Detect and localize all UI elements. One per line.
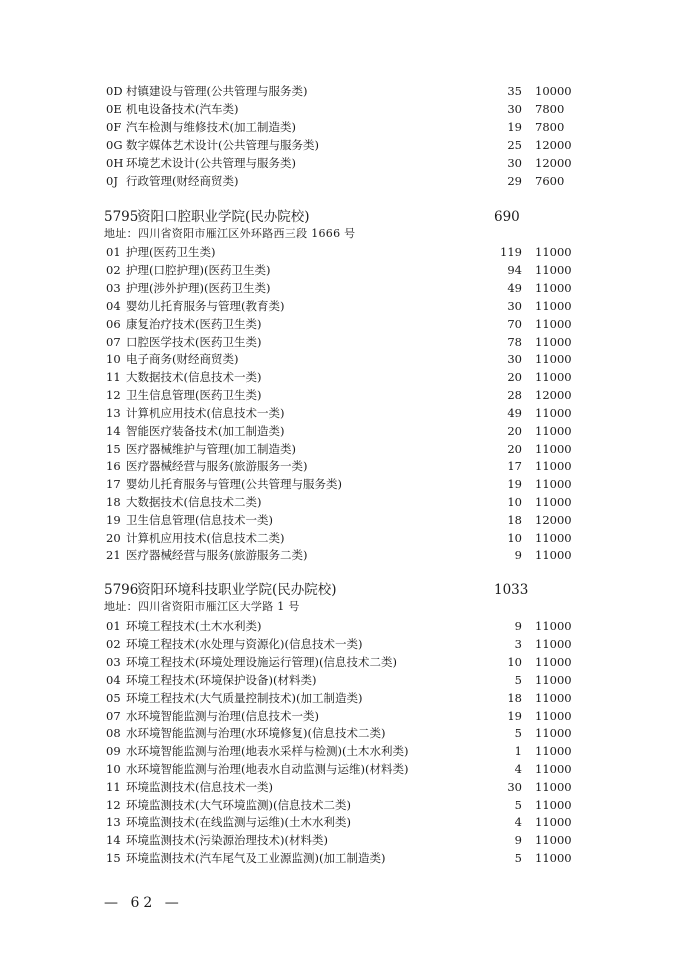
tuition-fee: 11000 (535, 815, 572, 829)
major-name: 卫生信息管理(医药卫生类) (126, 388, 262, 402)
tuition-fee: 12000 (535, 388, 572, 402)
table-row (0, 315, 680, 333)
major-code: 0J (106, 174, 118, 188)
major-code: 11 (106, 370, 121, 384)
major-name: 环境工程技术(大气质量控制技术)(加工制造类) (126, 691, 363, 705)
major-name: 医疗器械维护与管理(加工制造类) (126, 442, 296, 456)
major-name: 数字媒体艺术设计(公共管理与服务类) (126, 138, 319, 152)
major-name: 医疗器械经营与服务(旅游服务二类) (126, 548, 308, 562)
table-row (0, 493, 680, 511)
major-code: 14 (106, 833, 121, 847)
table-row (0, 82, 680, 100)
major-code: 01 (106, 245, 121, 259)
plan-count: 5 (514, 726, 522, 740)
plan-count: 25 (507, 138, 522, 152)
table-row (0, 707, 680, 725)
major-code: 02 (106, 637, 121, 651)
table-row (0, 635, 680, 653)
major-name: 行政管理(财经商贸类) (126, 174, 239, 188)
plan-count: 30 (507, 352, 522, 366)
plan-count: 9 (514, 833, 522, 847)
major-code: 18 (106, 495, 121, 509)
school-address: 地址：四川省资阳市雁江区外环路西三段 1666 号 (104, 227, 356, 240)
table-row (0, 404, 680, 422)
table-row (0, 529, 680, 547)
major-code: 16 (106, 459, 121, 473)
major-code: 09 (106, 744, 121, 758)
major-code: 14 (106, 424, 121, 438)
plan-count: 19 (507, 120, 522, 134)
plan-count: 94 (507, 263, 522, 277)
major-code: 06 (106, 317, 121, 331)
table-row (0, 796, 680, 814)
table-row (0, 849, 680, 867)
plan-count: 19 (507, 477, 522, 491)
table-row (0, 546, 680, 564)
major-code: 13 (106, 815, 121, 829)
plan-count: 10 (507, 531, 522, 545)
major-code: 17 (106, 477, 121, 491)
major-name: 环境监测技术(信息技术一类) (126, 780, 273, 794)
major-code: 07 (106, 335, 121, 349)
major-code: 20 (106, 531, 121, 545)
major-name: 卫生信息管理(信息技术一类) (126, 513, 273, 527)
table-row (0, 457, 680, 475)
table-row (0, 136, 680, 154)
school-header (0, 580, 680, 600)
plan-count: 18 (507, 691, 522, 705)
tuition-fee: 11000 (535, 477, 572, 491)
table-row (0, 154, 680, 172)
major-name: 水环境智能监测与治理(地表水采样与检测)(土木水利类) (126, 744, 409, 758)
plan-count: 17 (507, 459, 522, 473)
tuition-fee: 11000 (535, 833, 572, 847)
major-name: 环境监测技术(污染源治理技术)(材料类) (126, 833, 328, 847)
tuition-fee: 11000 (535, 655, 572, 669)
school-name: 资阳环境科技职业学院(民办院校) (137, 582, 337, 598)
page-number: — 62 — (104, 895, 183, 911)
school-header (0, 207, 680, 227)
table-row (0, 243, 680, 261)
table-row (0, 760, 680, 778)
major-code: 01 (106, 619, 121, 633)
tuition-fee: 11000 (535, 851, 572, 865)
table-row (0, 386, 680, 404)
major-name: 护理(口腔护理)(医药卫生类) (126, 263, 271, 277)
major-name: 口腔医学技术(医药卫生类) (126, 335, 262, 349)
table-row (0, 475, 680, 493)
plan-count: 28 (507, 388, 522, 402)
tuition-fee: 11000 (535, 619, 572, 633)
table-row (0, 724, 680, 742)
tuition-fee: 11000 (535, 548, 572, 562)
major-code: 12 (106, 388, 121, 402)
plan-count: 49 (507, 281, 522, 295)
tuition-fee: 11000 (535, 281, 572, 295)
table-row (0, 511, 680, 529)
major-code: 0F (106, 120, 122, 134)
tuition-fee: 11000 (535, 531, 572, 545)
plan-count: 5 (514, 851, 522, 865)
tuition-fee: 11000 (535, 352, 572, 366)
plan-count: 78 (507, 335, 522, 349)
tuition-fee: 12000 (535, 513, 572, 527)
major-name: 环境监测技术(大气环境监测)(信息技术二类) (126, 798, 351, 812)
table-row (0, 333, 680, 351)
table-row (0, 813, 680, 831)
major-name: 护理(涉外护理)(医药卫生类) (126, 281, 271, 295)
tuition-fee: 11000 (535, 673, 572, 687)
major-code: 21 (106, 548, 121, 562)
major-name: 婴幼儿托育服务与管理(教育类) (126, 299, 285, 313)
major-code: 15 (106, 851, 121, 865)
major-name: 水环境智能监测与治理(信息技术一类) (126, 709, 319, 723)
major-code: 13 (106, 406, 121, 420)
tuition-fee: 11000 (535, 744, 572, 758)
table-row (0, 422, 680, 440)
plan-count: 9 (514, 548, 522, 562)
tuition-fee: 11000 (535, 762, 572, 776)
plan-count: 29 (507, 174, 522, 188)
major-code: 0H (106, 156, 124, 170)
major-code: 07 (106, 709, 121, 723)
plan-count: 20 (507, 442, 522, 456)
plan-count: 9 (514, 619, 522, 633)
tuition-fee: 7800 (535, 120, 565, 134)
major-name: 环境艺术设计(公共管理与服务类) (126, 156, 296, 170)
major-name: 环境监测技术(汽车尾气及工业源监测)(加工制造类) (126, 851, 386, 865)
tuition-fee: 12000 (535, 138, 572, 152)
tuition-fee: 11000 (535, 637, 572, 651)
table-row (0, 368, 680, 386)
major-name: 计算机应用技术(信息技术一类) (126, 406, 285, 420)
school-code: 5795 (104, 209, 139, 225)
major-code: 15 (106, 442, 121, 456)
major-name: 环境工程技术(土木水利类) (126, 619, 262, 633)
plan-count: 4 (514, 815, 522, 829)
table-row (0, 653, 680, 671)
plan-count: 19 (507, 709, 522, 723)
tuition-fee: 11000 (535, 299, 572, 313)
tuition-fee: 11000 (535, 709, 572, 723)
major-name: 水环境智能监测与治理(地表水自动监测与运维)(材料类) (126, 762, 409, 776)
table-row (0, 778, 680, 796)
tuition-fee: 11000 (535, 780, 572, 794)
table-row (0, 279, 680, 297)
table-row (0, 350, 680, 368)
major-name: 环境工程技术(环境处理设施运行管理)(信息技术二类) (126, 655, 397, 669)
major-code: 05 (106, 691, 121, 705)
table-row (0, 100, 680, 118)
tuition-fee: 11000 (535, 798, 572, 812)
tuition-fee: 11000 (535, 335, 572, 349)
table-row (0, 440, 680, 458)
tuition-fee: 12000 (535, 156, 572, 170)
plan-count: 30 (507, 780, 522, 794)
major-code: 10 (106, 352, 121, 366)
table-row (0, 261, 680, 279)
tuition-fee: 11000 (535, 245, 572, 259)
tuition-fee: 11000 (535, 317, 572, 331)
major-name: 婴幼儿托育服务与管理(公共管理与服务类) (126, 477, 342, 491)
major-name: 康复治疗技术(医药卫生类) (126, 317, 262, 331)
major-code: 0D (106, 84, 123, 98)
school-total: 690 (494, 209, 520, 225)
major-code: 10 (106, 762, 121, 776)
major-code: 0E (106, 102, 122, 116)
table-row (0, 742, 680, 760)
school-total: 1033 (494, 582, 529, 598)
plan-count: 30 (507, 156, 522, 170)
tuition-fee: 11000 (535, 726, 572, 740)
major-code: 04 (106, 299, 121, 313)
major-name: 大数据技术(信息技术二类) (126, 495, 262, 509)
major-code: 19 (106, 513, 121, 527)
major-name: 环境工程技术(环境保护设备)(材料类) (126, 673, 317, 687)
table-row (0, 831, 680, 849)
major-code: 02 (106, 263, 121, 277)
major-name: 环境工程技术(水处理与资源化)(信息技术一类) (126, 637, 363, 651)
major-code: 03 (106, 655, 121, 669)
major-code: 03 (106, 281, 121, 295)
table-row (0, 671, 680, 689)
major-name: 护理(医药卫生类) (126, 245, 216, 259)
plan-count: 4 (514, 762, 522, 776)
plan-count: 3 (514, 637, 522, 651)
table-row (0, 172, 680, 190)
plan-count: 18 (507, 513, 522, 527)
tuition-fee: 7800 (535, 102, 565, 116)
tuition-fee: 11000 (535, 406, 572, 420)
tuition-fee: 11000 (535, 424, 572, 438)
tuition-fee: 11000 (535, 459, 572, 473)
school-name: 资阳口腔职业学院(民办院校) (137, 209, 310, 225)
plan-count: 5 (514, 798, 522, 812)
major-name: 智能医疗装备技术(加工制造类) (126, 424, 285, 438)
school-code: 5796 (104, 582, 139, 598)
plan-count: 35 (507, 84, 522, 98)
major-name: 村镇建设与管理(公共管理与服务类) (126, 84, 308, 98)
table-row (0, 689, 680, 707)
tuition-fee: 11000 (535, 691, 572, 705)
plan-count: 30 (507, 299, 522, 313)
major-code: 04 (106, 673, 121, 687)
tuition-fee: 11000 (535, 263, 572, 277)
major-name: 机电设备技术(汽车类) (126, 102, 239, 116)
table-row (0, 297, 680, 315)
major-name: 电子商务(财经商贸类) (126, 352, 239, 366)
major-name: 水环境智能监测与治理(水环境修复)(信息技术二类) (126, 726, 386, 740)
table-row (0, 118, 680, 136)
tuition-fee: 11000 (535, 495, 572, 509)
plan-count: 5 (514, 673, 522, 687)
table-row (0, 617, 680, 635)
plan-count: 20 (507, 370, 522, 384)
plan-count: 10 (507, 495, 522, 509)
plan-count: 30 (507, 102, 522, 116)
plan-count: 10 (507, 655, 522, 669)
major-code: 0G (106, 138, 123, 152)
tuition-fee: 11000 (535, 370, 572, 384)
major-code: 11 (106, 780, 121, 794)
tuition-fee: 10000 (535, 84, 572, 98)
school-address: 地址：四川省资阳市雁江区大学路 1 号 (104, 600, 300, 613)
major-name: 医疗器械经营与服务(旅游服务一类) (126, 459, 308, 473)
plan-count: 70 (507, 317, 522, 331)
tuition-fee: 7600 (535, 174, 565, 188)
plan-count: 1 (514, 744, 522, 758)
plan-count: 49 (507, 406, 522, 420)
plan-count: 20 (507, 424, 522, 438)
major-name: 计算机应用技术(信息技术二类) (126, 531, 285, 545)
major-name: 环境监测技术(在线监测与运维)(土木水利类) (126, 815, 351, 829)
major-code: 08 (106, 726, 121, 740)
tuition-fee: 11000 (535, 442, 572, 456)
major-name: 汽车检测与维修技术(加工制造类) (126, 120, 296, 134)
major-code: 12 (106, 798, 121, 812)
major-name: 大数据技术(信息技术一类) (126, 370, 262, 384)
plan-count: 119 (500, 245, 522, 259)
